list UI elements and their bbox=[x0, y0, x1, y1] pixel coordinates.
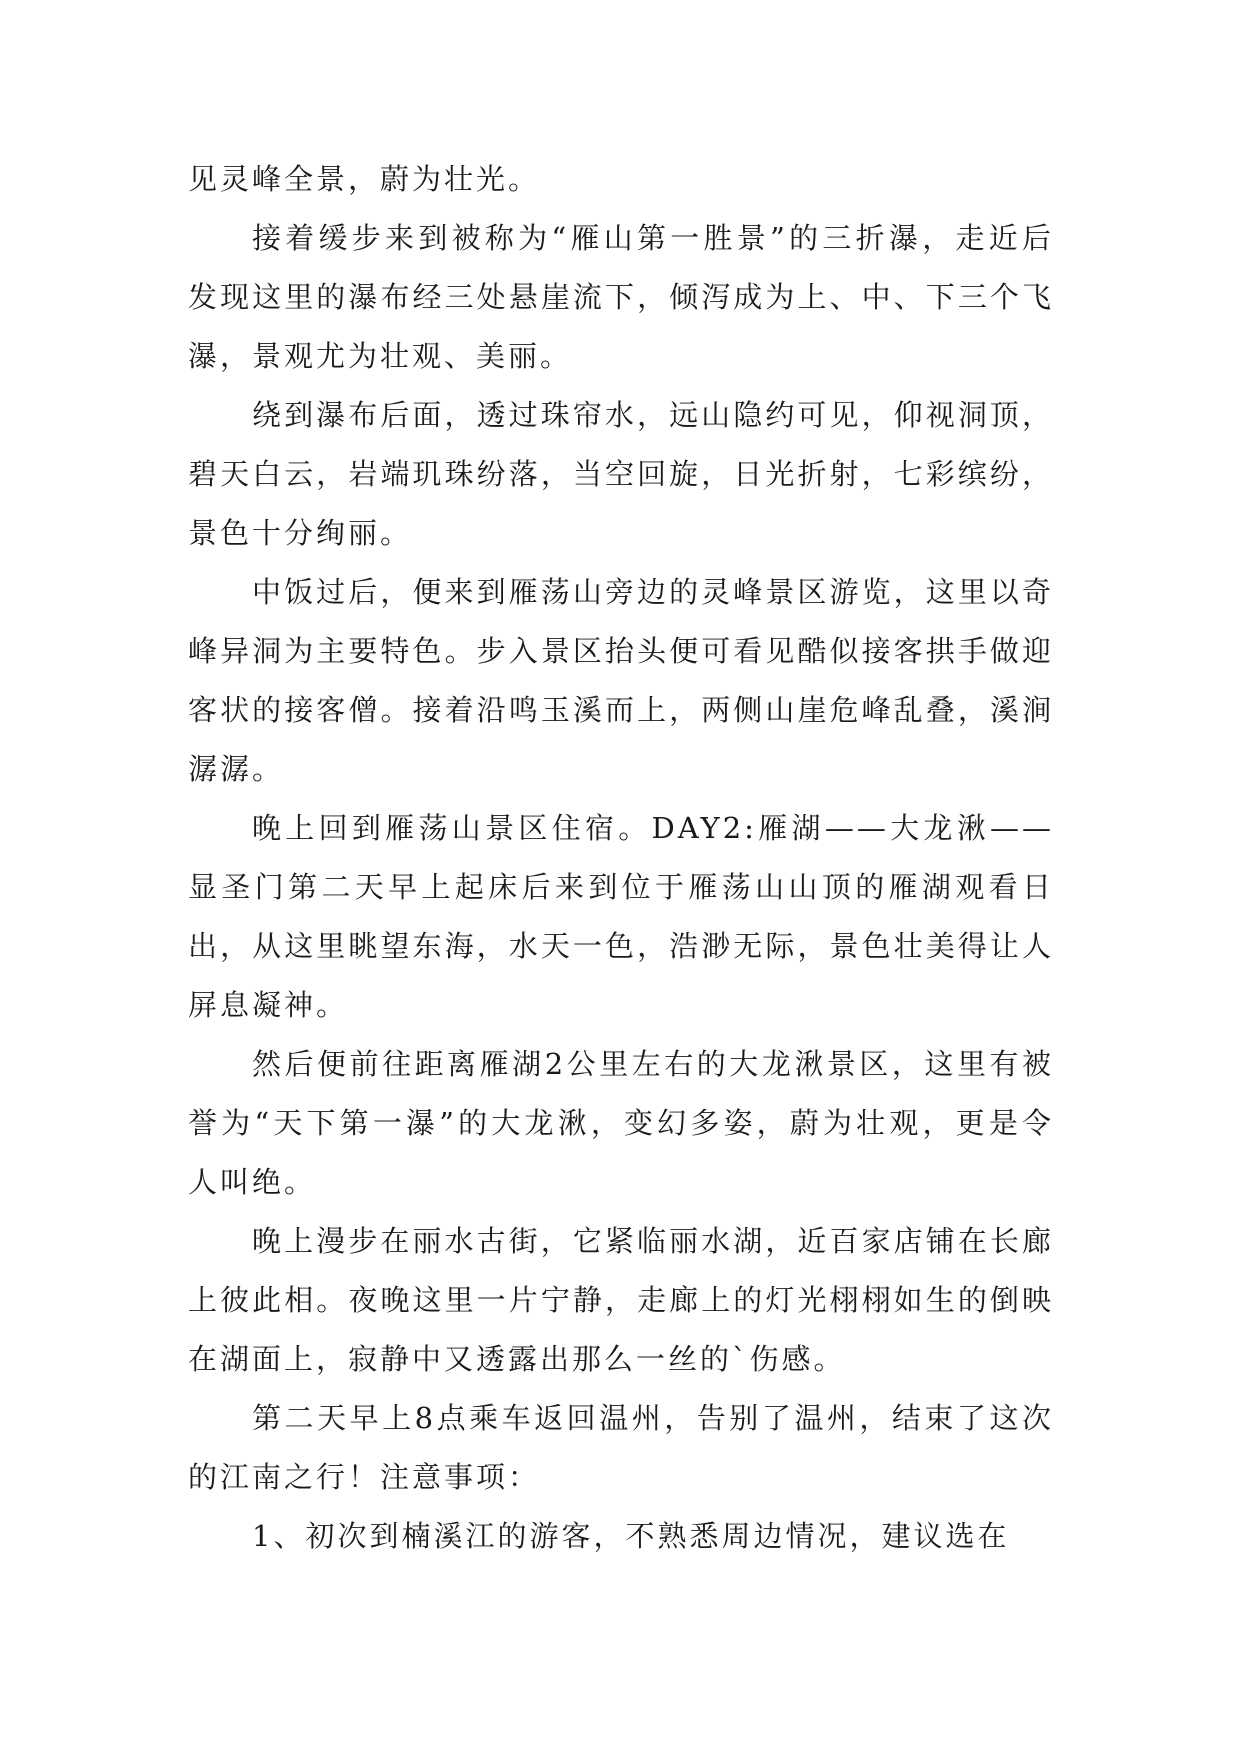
paragraph-day2-yanhu: 晚上回到雁荡山景区住宿。DAY2:雁湖——大龙湫——显圣门第二天早上起床后来到位于雁荡山山顶的雁湖观看日出，从这里眺望东海，水天一色，浩渺无际，景色壮美得让人屏息凝神。 bbox=[188, 811, 1054, 1022]
paragraph-dalongqiu: 然后便前往距离雁湖2公里左右的大龙湫景区，这里有被誉为“天下第一瀑”的大龙湫，变幻多姿，蔚为壮观，更是令人叫绝。 bbox=[188, 1047, 1054, 1199]
paragraph-lingfeng-scenic-area: 中饭过后，便来到雁荡山旁边的灵峰景区游览，这里以奇峰异洞为主要特色。步入景区抬头便可看见酷似接客拱手做迎客状的接客僧。接着沿鸣玉溪而上，两侧山崖危峰乱叠，溪涧潺潺。 bbox=[188, 575, 1054, 786]
document-body bbox=[188, 150, 1054, 1566]
paragraph-lishui-old-street: 晚上漫步在丽水古街，它紧临丽水湖，近百家店铺在长廊上彼此相。夜晚这里一片宁静，走廊上的灯光栩栩如生的倒映在湖面上，寂静中又透露出那么一丝的`伤感。 bbox=[188, 1224, 1054, 1376]
paragraph-return-wenzhou: 第二天早上8点乘车返回温州，告别了温州，结束了这次的江南之行！注意事项： bbox=[188, 1401, 1054, 1494]
paragraph-notice-item-1: 1、初次到楠溪江的游客，不熟悉周边情况，建议选在 bbox=[252, 1519, 1010, 1553]
paragraph-continuation: 见灵峰全景，蔚为壮光。 bbox=[188, 162, 541, 196]
paragraph-sanzhe-waterfall: 接着缓步来到被称为“雁山第一胜景”的三折瀑，走近后发现这里的瀑布经三处悬崖流下，倾泻成为上、中、下三个飞瀑，景观尤为壮观、美丽。 bbox=[188, 221, 1054, 373]
paragraph-behind-waterfall: 绕到瀑布后面，透过珠帘水，远山隐约可见，仰视洞顶，碧天白云，岩端玑珠纷落，当空回旋，日光折射，七彩缤纷，景色十分绚丽。 bbox=[188, 398, 1054, 550]
